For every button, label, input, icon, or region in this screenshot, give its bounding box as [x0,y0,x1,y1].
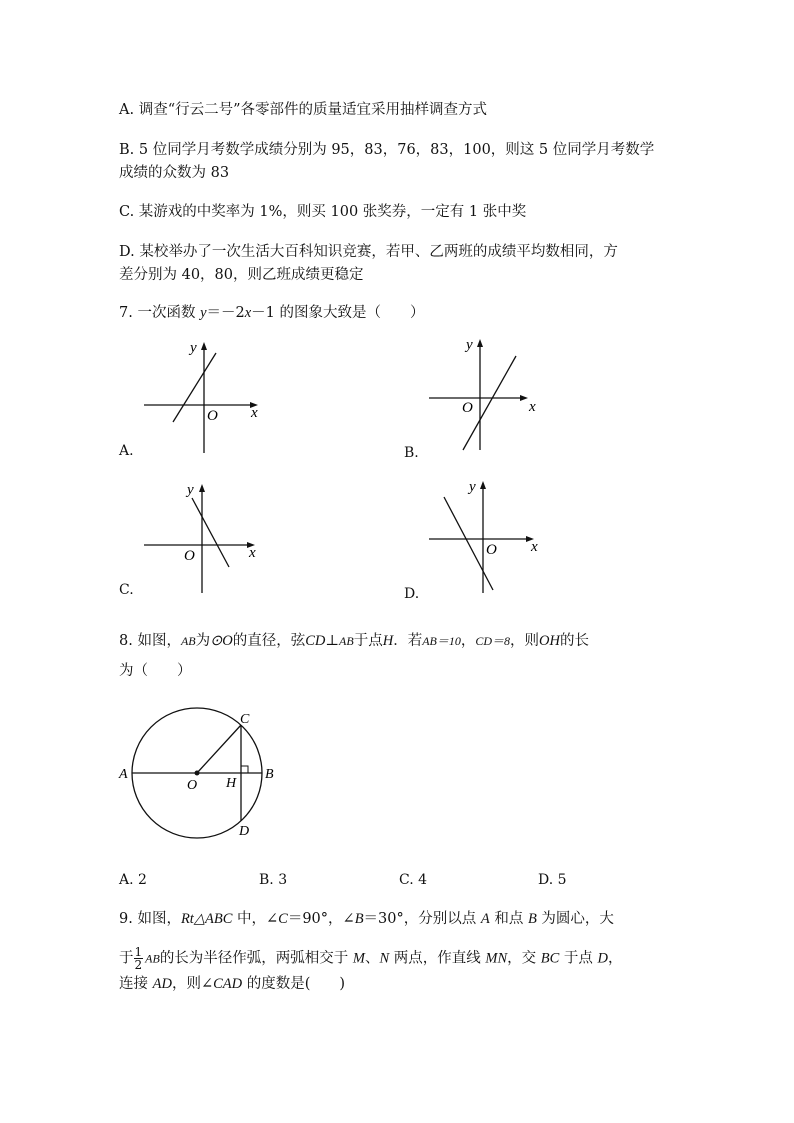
q8-option-b: B. 3 [259,872,288,888]
y-axis-arrow [480,481,486,489]
x-label: x [529,399,536,415]
q7-graph-b-label: B. [404,445,419,461]
q6-option-d-line1: D. 某校举办了一次生活大百科知识竞赛，若甲、乙两班的成绩平均数相同，方 [119,244,618,260]
q8-stem-line2: 为（ ） [119,663,192,679]
origin-label: O [462,400,473,416]
y-label: y [187,482,194,498]
radius-oc [197,725,241,773]
x-label: x [251,405,258,421]
origin-label: O [184,548,195,564]
q6-option-b-line1: B. 5 位同学月考数学成绩分别为 95，83，76，83，100，则这 5 位同学月考数学 [119,142,655,158]
q7-graph-b [425,332,565,462]
label-c: C [240,712,250,727]
origin-label: O [486,542,497,558]
x-label: x [249,545,256,561]
y-axis-arrow [199,484,205,492]
q8-circle-figure [115,707,295,847]
fraction-one-half: $\frac{1}{2}$ [134,945,143,972]
center-dot [195,771,200,776]
label-a: A [119,767,128,782]
q7-graph-a-label: A. [119,443,134,459]
q6-option-d-line2: 差分别为 40，80，则乙班成绩更稳定 [119,267,364,283]
q6-option-a: A. 调查“行云二号”各零部件的质量适宜采用抽样调查方式 [119,102,488,118]
q8-option-d: D. 5 [538,872,567,888]
q8-option-a: A. 2 [119,872,147,888]
q7-graph-c [140,475,280,605]
y-label: y [190,340,197,356]
label-d: D [239,824,250,839]
y-axis-arrow [477,339,483,347]
y-axis-arrow [201,342,207,350]
label-h: H [226,776,237,791]
x-label: x [531,539,538,555]
q8-stem-line1: 8. 如图，AB为⊙O的直径，弦CD⊥AB于点H．若AB＝10，CD＝8，则OH的长 [119,633,589,649]
q7-graph-c-label: C. [119,582,134,598]
right-angle-mark [241,766,248,773]
q7-stem: 7. 一次函数 y＝－2x－1 的图象大致是（ ） [119,305,425,321]
q9-stem-line3: 连接 AD，则∠CAD 的度数是( ) [119,976,346,992]
y-label: y [466,337,473,353]
function-line [192,498,229,567]
y-label: y [469,479,476,495]
label-b: B [265,767,274,782]
q9-stem-line1: 9. 如图，Rt△ABC 中，∠C＝90°，∠B＝30°，分别以点 A 和点 B 为圆心，大 [119,911,614,927]
q6-option-b-line2: 成绩的众数为 83 [119,165,230,181]
origin-label: O [207,408,218,424]
label-o: O [187,778,198,793]
q7-graph-a [140,335,280,465]
x-axis-arrow [520,395,528,401]
q6-option-c: C. 某游戏的中奖率为 1%，则买 100 张奖券，一定有 1 张中奖 [119,204,527,220]
q9-stem-line2: 于 $\frac{1}{2}$ AB的长为半径作弧，两弧相交于 M、N 两点，作直线 MN，交 BC 于点 D， [119,945,623,972]
q7-graph-d-label: D. [404,586,420,602]
q8-option-c: C. 4 [399,872,428,888]
q7-graph-d [425,475,565,605]
